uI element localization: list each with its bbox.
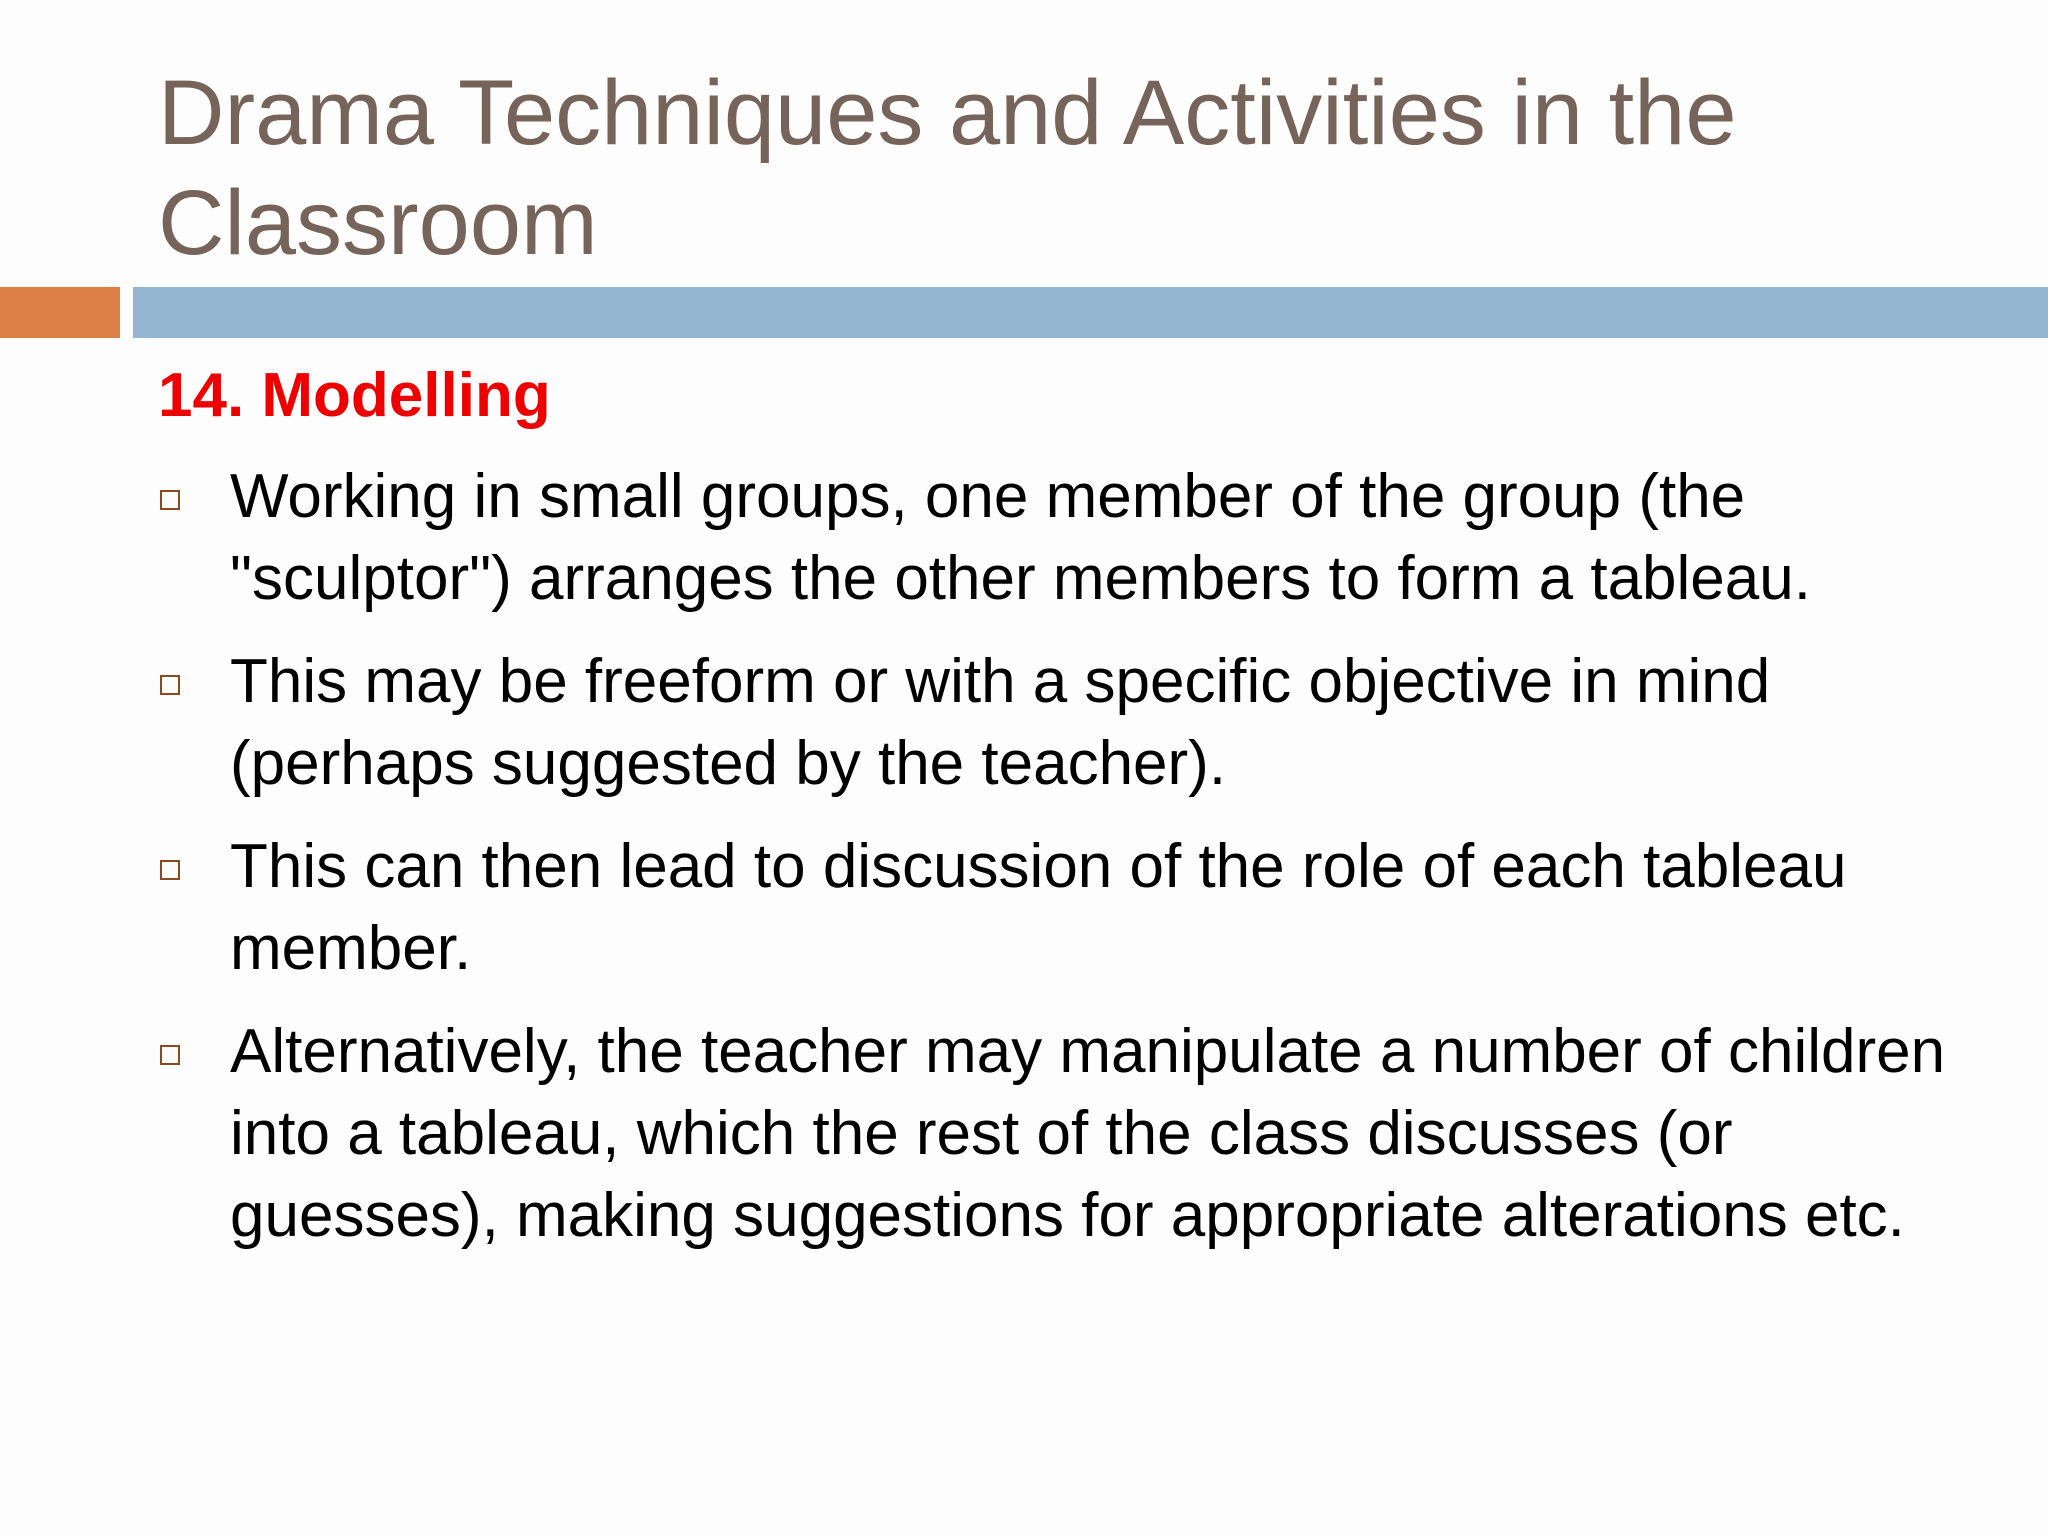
bullet-item <box>158 641 1998 805</box>
accent-bar-blue <box>133 287 2048 338</box>
slide-title: Drama Techniques and Activities in the Classroom <box>158 62 1737 274</box>
hollow-square-bullet-icon <box>160 1045 180 1065</box>
bullet-text: This can then lead to discussion of the role of each tableau member. <box>230 832 1847 983</box>
accent-bar-orange <box>0 287 120 338</box>
hollow-square-bullet-icon <box>160 860 180 880</box>
bullet-item <box>158 826 1998 990</box>
hollow-square-bullet-icon <box>160 675 180 695</box>
bullet-list <box>158 456 1998 1278</box>
bullet-item <box>158 456 1998 620</box>
bullet-text: Alternatively, the teacher may manipulate a number of children into a tableau, which the rest of the class discusses (or guesses), making suggestions for appropriate alterations etc. <box>230 1017 1946 1250</box>
section-heading: 14. Modelling <box>158 361 551 430</box>
hollow-square-bullet-icon <box>160 490 180 510</box>
bullet-text: This may be freeform or with a specific objective in mind (perhaps suggested by the teacher). <box>230 647 1771 798</box>
bullet-item <box>158 1011 1998 1257</box>
bullet-text: Working in small groups, one member of the group (the "sculptor") arranges the other members to form a tableau. <box>230 462 1811 613</box>
